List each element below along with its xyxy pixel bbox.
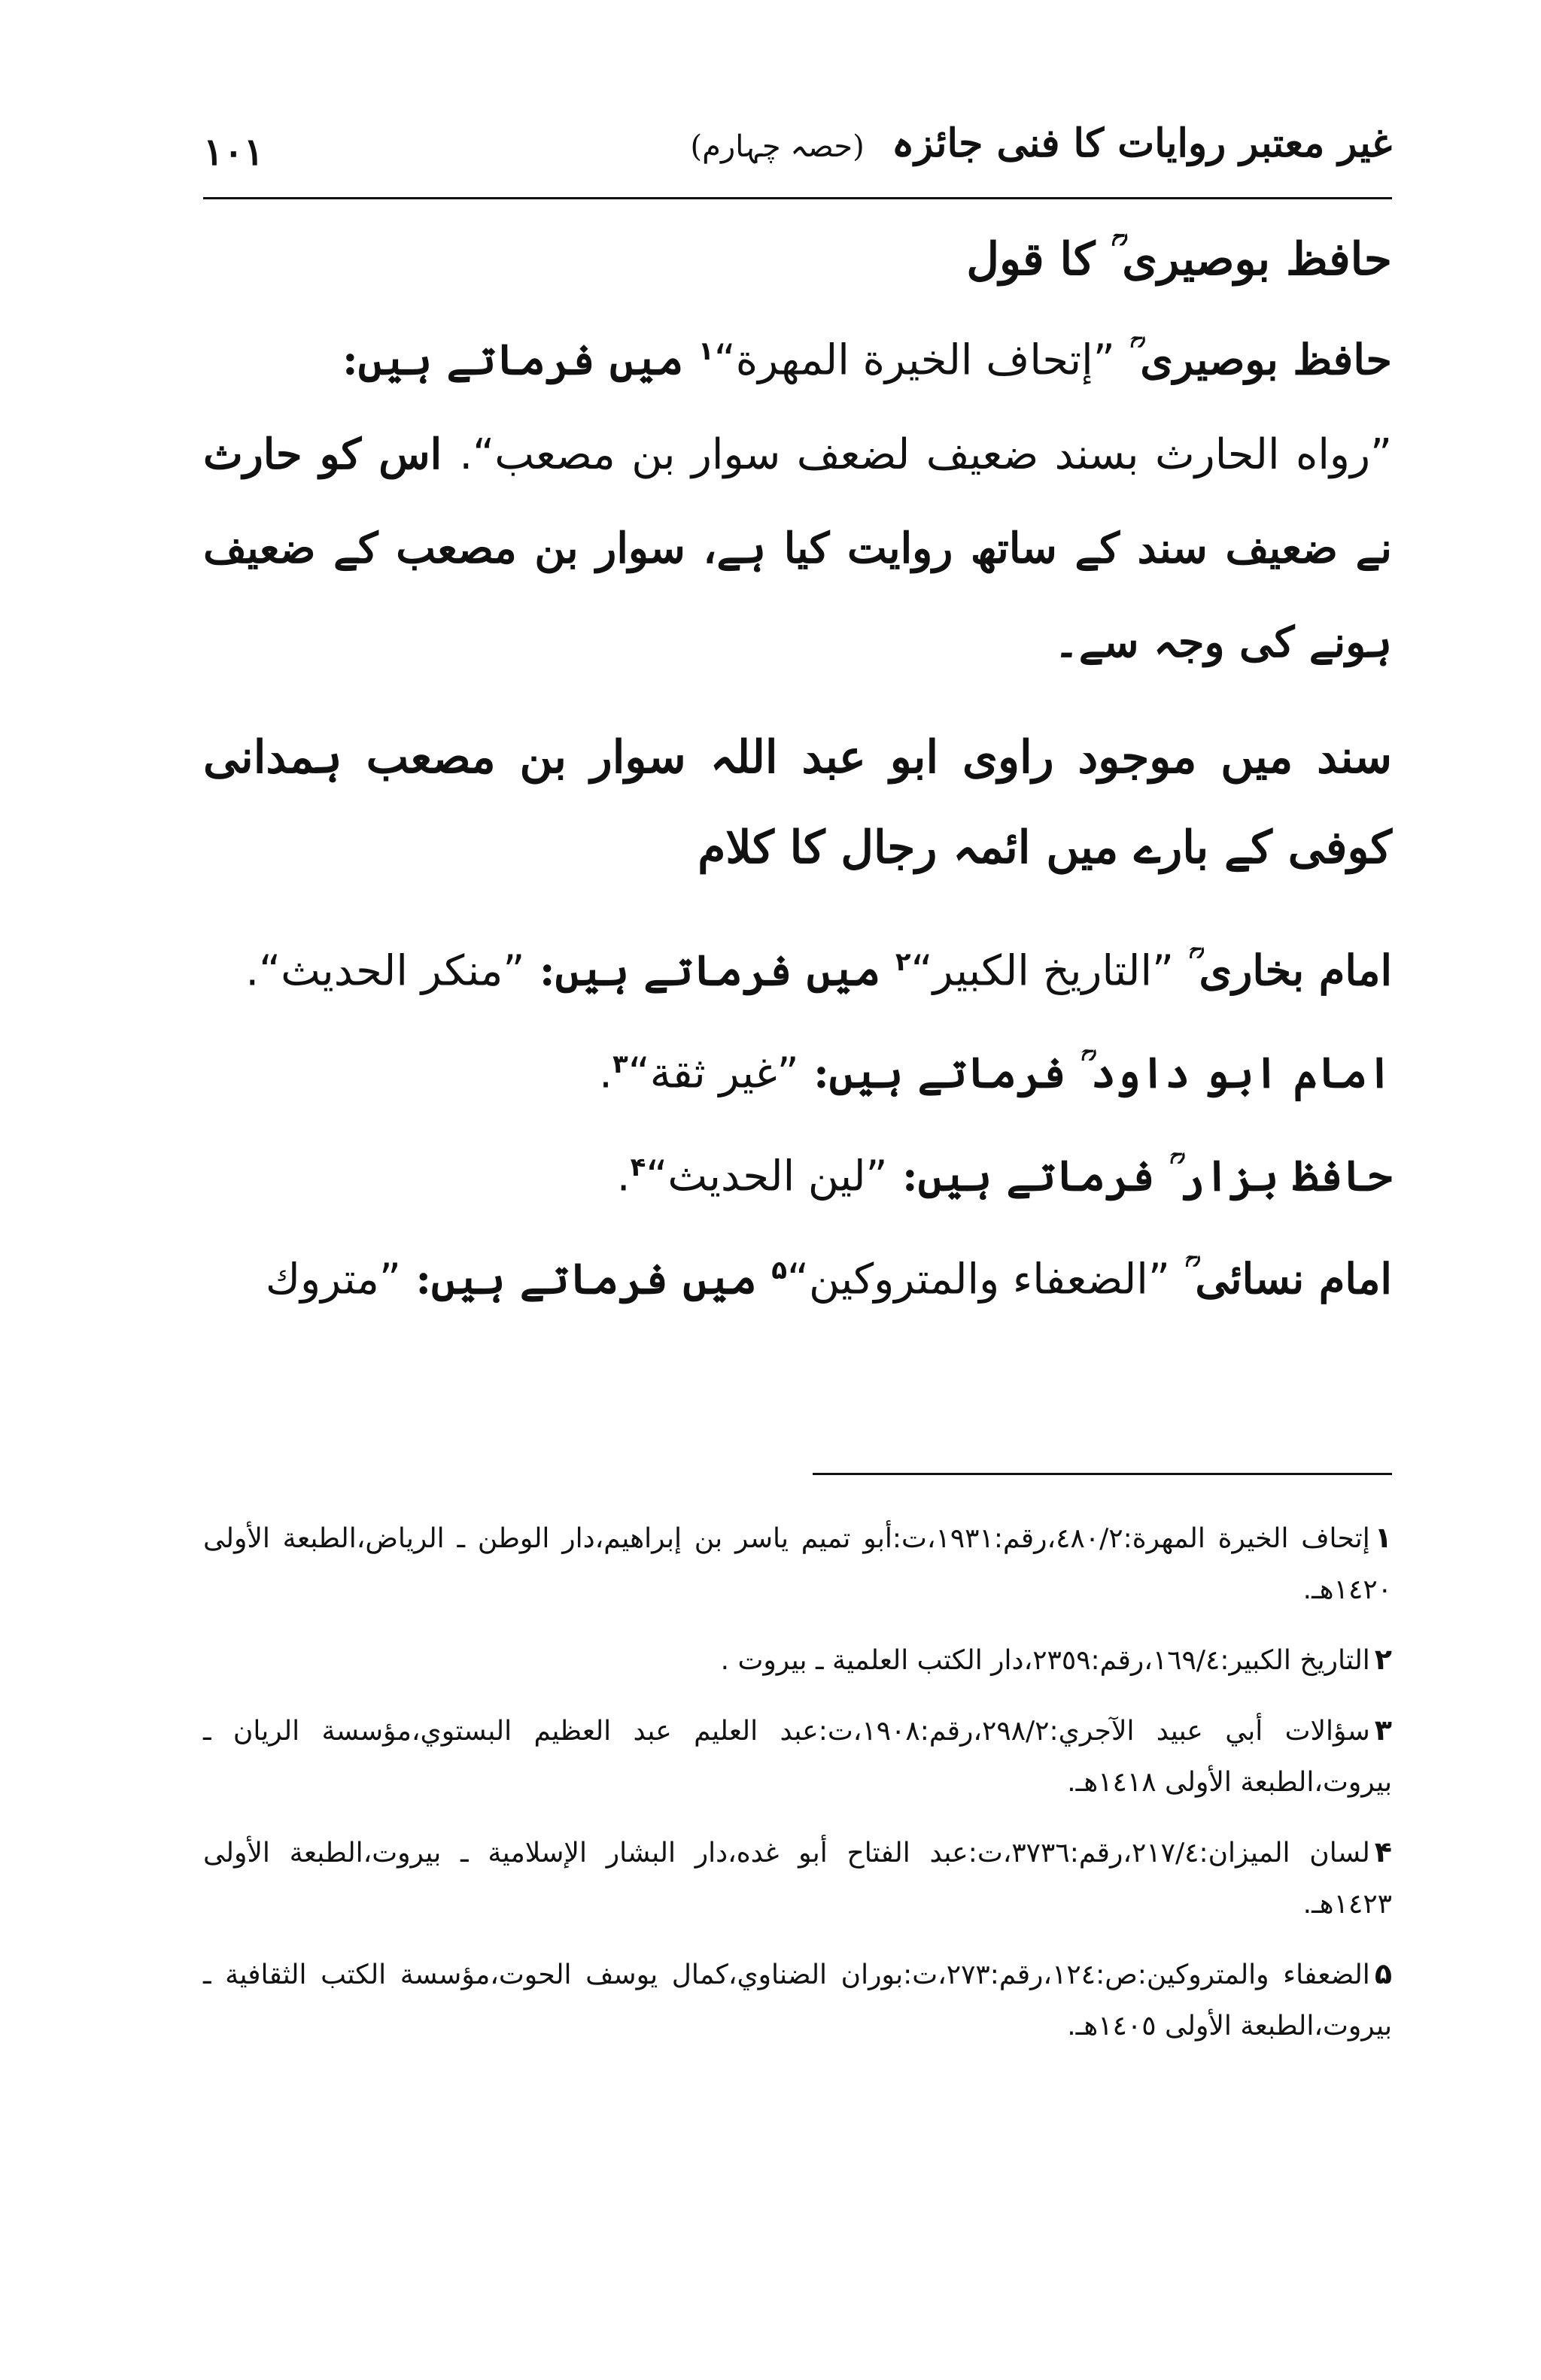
footnote-text: لسان الميزان:٢١٧/٤،رقم:٣٧٣٦،ت:عبد الفتاح أبو غده،دار البشار الإسلامية ـ بيروت،الطبعة الأولى ١٤٢٣هـ. [203,1838,1392,1920]
paragraph-bukhari [203,915,1392,1018]
page-number: ۱۰۱ [203,129,264,174]
section-heading-busiri: حافظ بوصیری ؒ کا قول [966,233,1392,286]
footnote-number: ۱ [1374,1521,1392,1554]
arabic-quote: ”لين الحديث“ [646,1152,888,1201]
footnote-ref: ۱ [698,336,714,366]
footnote-ref: ۴ [630,1152,646,1182]
book-title: غیر معتبر روایات کا فنی جائزہ [891,120,1392,166]
footnote-number: ۵ [1374,1957,1393,1990]
footnote-text: الضعفاء والمتروكين:ص:١٢٤،رقم:٢٧٣،ت:بوران الضناوي،كمال يوسف الحوت،مؤسسة الكتب الثقافية ـ بيروت،الطبعة الأولى ١٤٠٥هـ. [203,1960,1392,2042]
footnote [203,1826,1392,1930]
footnote [203,1634,1392,1686]
footnote-number: ۲ [1374,1643,1392,1676]
text: میں فرماتے ہیں: [524,946,895,996]
footnote-number: ۳ [1374,1714,1392,1747]
text: امام بخاری ؒ [1174,946,1392,996]
footnote-text: إتحاف الخيرة المهرة:٤٨٠/٢،رقم:١٩٣١،ت:أبو تميم ياسر بن إبراهيم،دار الوطن ـ الرياض،الطبعة الأولى ١٤٢٠هـ. [203,1523,1392,1605]
urdu-translation: اس کو حارث نے ضعیف سند کے ساتھ روایت کیا ہے، سوار بن مصعب کے ضعیف ہونے کی وجہ سے۔ [203,429,1392,667]
part-label: (حصہ چہارم) [690,129,865,164]
footnote-ref: ۲ [895,946,911,977]
footnote [203,1705,1392,1808]
arabic-quote: ”رواه الحارث بسند ضعيف لضعف سوار بن مصعب“. [459,430,1392,479]
footnote-text: التاريخ الكبير:١٦٩/٤،رقم:٢٣٥٩،دار الكتب العلمية ـ بيروت . [720,1645,1370,1676]
footnote-ref: ۳ [612,1049,628,1080]
book-title-arabic: ”الضعفاء والمتروكين“ [787,1255,1170,1304]
running-header [203,113,1392,196]
paragraph-nasai [203,1224,1392,1327]
text: . [599,1049,612,1098]
running-title [691,120,1393,166]
text: امام ابو داود ؒ فرماتے ہیں: [798,1048,1392,1098]
book-title-arabic: ”إتحاف الخيرة المهرة“ [713,335,1115,385]
paragraph-abudawud [203,1018,1392,1121]
text: حافظ بزار ؒ فرماتے ہیں: [887,1151,1392,1201]
footnotes [203,1512,1392,2070]
footnote [203,1512,1392,1616]
book-title-arabic: ”التاريخ الكبير“ [910,946,1175,996]
footnote-separator [813,1473,1392,1475]
paragraph-busiri-quote [203,408,1392,690]
paragraph-busiri-source [203,305,1392,408]
footnote-number: ۴ [1374,1835,1392,1868]
footnote-ref: ۵ [771,1255,788,1286]
text: امام نسائی ؒ [1169,1254,1392,1304]
arabic-quote: ”غير ثقة“ [628,1049,799,1098]
arabic-quote: ”منكر الحديث“. [245,946,525,996]
text: میں فرماتے ہیں: [400,1254,772,1304]
footnote-text: سؤالات أبي عبيد الآجري:٢٩٨/٢،رقم:١٩٠٨،ت:عبد العليم عبد العظيم البستوي،مؤسسة الريان ـ بيروت،الطبعة الأولى ١٤١٨هـ. [203,1716,1392,1798]
paragraph-bazzar [203,1121,1392,1224]
footnote [203,1948,1392,2052]
text: . [616,1152,631,1201]
header-rule [203,197,1392,199]
main-text [203,214,1392,1326]
text: میں فرماتے ہیں: [342,335,698,385]
text: حافظ بوصیری ؒ [1114,335,1392,385]
arabic-quote: ”متروك [265,1255,401,1304]
section-heading-rijal: سند میں موجود راوی ابو عبد اللہ سوار بن مصعب ہمدانی کوفی کے بارے میں ائمہ رجال کا کلام [203,730,1392,874]
